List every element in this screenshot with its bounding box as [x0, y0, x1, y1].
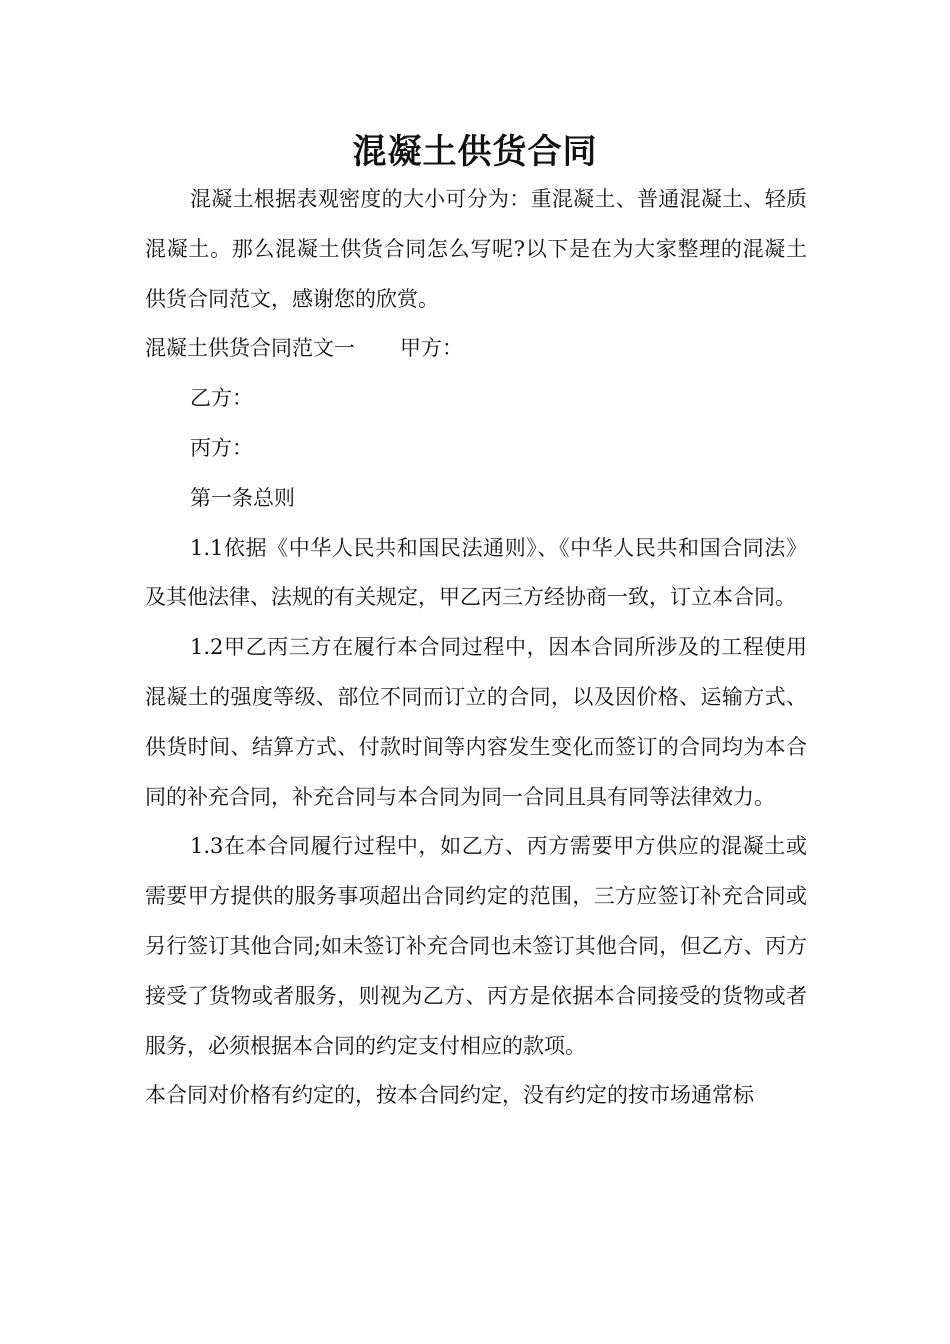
- clause-1-3-continuation: 本合同对价格有约定的，按本合同约定，没有约定的按市场通常标: [145, 1083, 754, 1108]
- sample-heading-line: [145, 324, 807, 374]
- party-b-label: 乙方：: [190, 386, 253, 411]
- document-title: 混凝土供货合同: [352, 132, 598, 172]
- intro-paragraph: 混凝土根据表观密度的大小可分为：重混凝土、普通混凝土、轻质混凝土。那么混凝土供货合同怎么写呢?以下是在为大家整理的混凝土供货合同范文，感谢您的欣赏。: [145, 187, 807, 311]
- clause-1-2: 1.2甲乙丙三方在履行本合同过程中，因本合同所涉及的工程使用混凝土的强度等级、部位不同而订立的合同，以及因价格、运输方式、供货时间、结算方式、付款时间等内容发生变化而签订的合同均为本合同的补充合同，补充合同与本合同为同一合同且具有同等法律效力。: [145, 635, 807, 809]
- article-1-heading: 第一条总则: [190, 485, 295, 510]
- clause-1-3: 1.3在本合同履行过程中，如乙方、丙方需要甲方供应的混凝土或需要甲方提供的服务事项超出合同约定的范围，三方应签订补充合同或另行签订其他合同;如未签订补充合同也未签订其他合同，但乙方、丙方接受了货物或者服务，则视为乙方、丙方是依据本合同接受的货物或者服务，必须根据本合同的约定支付相应的款项。: [145, 834, 807, 1058]
- sample-heading: 混凝土供货合同范文一: [145, 336, 355, 361]
- party-c-label: 丙方：: [190, 435, 253, 460]
- document-body: [145, 175, 807, 1121]
- party-a-label: 甲方：: [400, 336, 463, 361]
- clause-1-1: 1.1依据《中华人民共和国民法通则》、《中华人民共和国合同法》及其他法律、法规的有关规定，甲乙丙三方经协商一致，订立本合同。: [145, 535, 807, 610]
